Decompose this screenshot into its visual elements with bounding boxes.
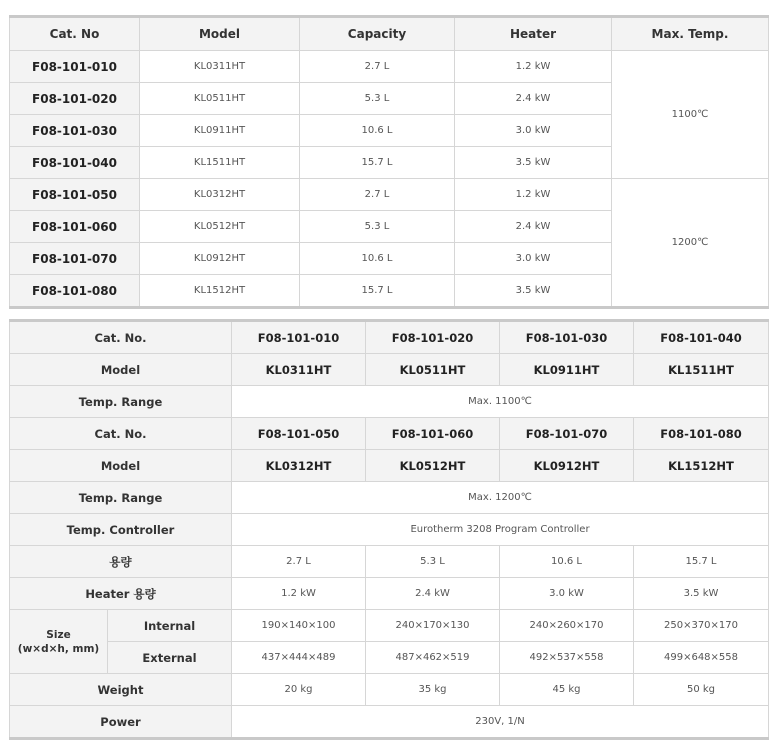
external-size-cell: 499×648×558: [634, 642, 769, 674]
model-cell: KL0912HT: [500, 450, 634, 482]
cat-no-cell: F08-101-010: [232, 321, 366, 354]
cat-no-cell: F08-101-060: [366, 418, 500, 450]
temp-range-value: Max. 1200℃: [232, 482, 769, 514]
internal-label: Internal: [108, 610, 232, 642]
cat-no-row: [10, 418, 769, 450]
capacity-cell: 15.7 L: [634, 546, 769, 578]
cat-no-cell: F08-101-020: [366, 321, 500, 354]
header-model: Model: [140, 17, 300, 51]
heater-capacity-cell: 3.5 kW: [634, 578, 769, 610]
cat-no-cell: F08-101-040: [10, 147, 140, 179]
cat-no-cell: F08-101-070: [10, 243, 140, 275]
weight-cell: 50 kg: [634, 674, 769, 706]
heater-cell: 1.2 kW: [455, 179, 612, 211]
model-cell: KL0312HT: [140, 179, 300, 211]
heater-capacity-row: [10, 578, 769, 610]
temp-range-label: Temp. Range: [10, 482, 232, 514]
model-cell: KL0311HT: [140, 51, 300, 83]
power-label: Power: [10, 706, 232, 739]
model-cell: KL0512HT: [366, 450, 500, 482]
header-max-temp: Max. Temp.: [612, 17, 769, 51]
capacity-cell: 10.6 L: [300, 243, 455, 275]
model-row: [10, 450, 769, 482]
capacity-cell: 2.7 L: [300, 51, 455, 83]
cat-no-label: Cat. No.: [10, 418, 232, 450]
power-row: [10, 706, 769, 739]
cat-no-cell: F08-101-050: [10, 179, 140, 211]
cat-no-cell: F08-101-010: [10, 51, 140, 83]
size-external-row: [10, 642, 769, 674]
cat-no-cell: F08-101-050: [232, 418, 366, 450]
table-row: [10, 179, 769, 211]
capacity-cell: 2.7 L: [232, 546, 366, 578]
capacity-cell: 2.7 L: [300, 179, 455, 211]
model-cell: KL0512HT: [140, 211, 300, 243]
model-cell: KL0511HT: [140, 83, 300, 115]
heater-cell: 3.0 kW: [455, 115, 612, 147]
temp-controller-label: Temp. Controller: [10, 514, 232, 546]
capacity-cell: 15.7 L: [300, 147, 455, 179]
cat-no-cell: F08-101-080: [634, 418, 769, 450]
external-label: External: [108, 642, 232, 674]
cat-no-cell: F08-101-030: [10, 115, 140, 147]
heater-capacity-cell: 2.4 kW: [366, 578, 500, 610]
model-row: [10, 354, 769, 386]
power-value: 230V, 1/N: [232, 706, 769, 739]
external-size-cell: 492×537×558: [500, 642, 634, 674]
temp-controller-value: Eurotherm 3208 Program Controller: [232, 514, 769, 546]
heater-cell: 3.5 kW: [455, 147, 612, 179]
cat-no-cell: F08-101-070: [500, 418, 634, 450]
model-cell: KL1511HT: [140, 147, 300, 179]
max-temp-cell: 1100℃: [612, 51, 769, 179]
table-header-row: [10, 17, 769, 51]
internal-size-cell: 250×370×170: [634, 610, 769, 642]
capacity-row: [10, 546, 769, 578]
model-cell: KL0311HT: [232, 354, 366, 386]
temp-range-label: Temp. Range: [10, 386, 232, 418]
weight-cell: 20 kg: [232, 674, 366, 706]
heater-cell: 2.4 kW: [455, 83, 612, 115]
model-cell: KL1512HT: [634, 450, 769, 482]
model-cell: KL0312HT: [232, 450, 366, 482]
header-heater: Heater: [455, 17, 612, 51]
internal-size-cell: 240×260×170: [500, 610, 634, 642]
temp-range-row: [10, 386, 769, 418]
cat-no-row: [10, 321, 769, 354]
model-cell: KL0911HT: [500, 354, 634, 386]
max-temp-cell: 1200℃: [612, 179, 769, 308]
model-label: Model: [10, 354, 232, 386]
capacity-cell: 10.6 L: [300, 115, 455, 147]
header-capacity: Capacity: [300, 17, 455, 51]
specification-table: [9, 319, 769, 740]
capacity-cell: 5.3 L: [300, 211, 455, 243]
heater-cell: 3.0 kW: [455, 243, 612, 275]
cat-no-cell: F08-101-040: [634, 321, 769, 354]
model-cell: KL1511HT: [634, 354, 769, 386]
heater-cell: 1.2 kW: [455, 51, 612, 83]
model-cell: KL1512HT: [140, 275, 300, 308]
model-cell: KL0912HT: [140, 243, 300, 275]
weight-label: Weight: [10, 674, 232, 706]
capacity-cell: 5.3 L: [366, 546, 500, 578]
header-cat-no: Cat. No: [10, 17, 140, 51]
heater-cell: 2.4 kW: [455, 211, 612, 243]
cat-no-cell: F08-101-080: [10, 275, 140, 308]
weight-row: [10, 674, 769, 706]
internal-size-cell: 240×170×130: [366, 610, 500, 642]
cat-no-label: Cat. No.: [10, 321, 232, 354]
size-label-line1: Size: [46, 628, 71, 641]
capacity-cell: 15.7 L: [300, 275, 455, 308]
internal-size-cell: 190×140×100: [232, 610, 366, 642]
heater-capacity-label: Heater 용량: [10, 578, 232, 610]
temp-range-row: [10, 482, 769, 514]
cat-no-cell: F08-101-020: [10, 83, 140, 115]
external-size-cell: 437×444×489: [232, 642, 366, 674]
capacity-label: 용량: [10, 546, 232, 578]
heater-cell: 3.5 kW: [455, 275, 612, 308]
model-label: Model: [10, 450, 232, 482]
weight-cell: 45 kg: [500, 674, 634, 706]
model-overview-table: [9, 15, 769, 309]
table-row: [10, 51, 769, 83]
cat-no-cell: F08-101-060: [10, 211, 140, 243]
capacity-cell: 10.6 L: [500, 546, 634, 578]
model-cell: KL0511HT: [366, 354, 500, 386]
external-size-cell: 487×462×519: [366, 642, 500, 674]
size-label-line2: (w×d×h, mm): [17, 642, 100, 655]
size-label: [10, 610, 108, 674]
size-internal-row: [10, 610, 769, 642]
temp-controller-row: [10, 514, 769, 546]
heater-capacity-cell: 3.0 kW: [500, 578, 634, 610]
cat-no-cell: F08-101-030: [500, 321, 634, 354]
weight-cell: 35 kg: [366, 674, 500, 706]
capacity-cell: 5.3 L: [300, 83, 455, 115]
temp-range-value: Max. 1100℃: [232, 386, 769, 418]
model-cell: KL0911HT: [140, 115, 300, 147]
heater-capacity-cell: 1.2 kW: [232, 578, 366, 610]
